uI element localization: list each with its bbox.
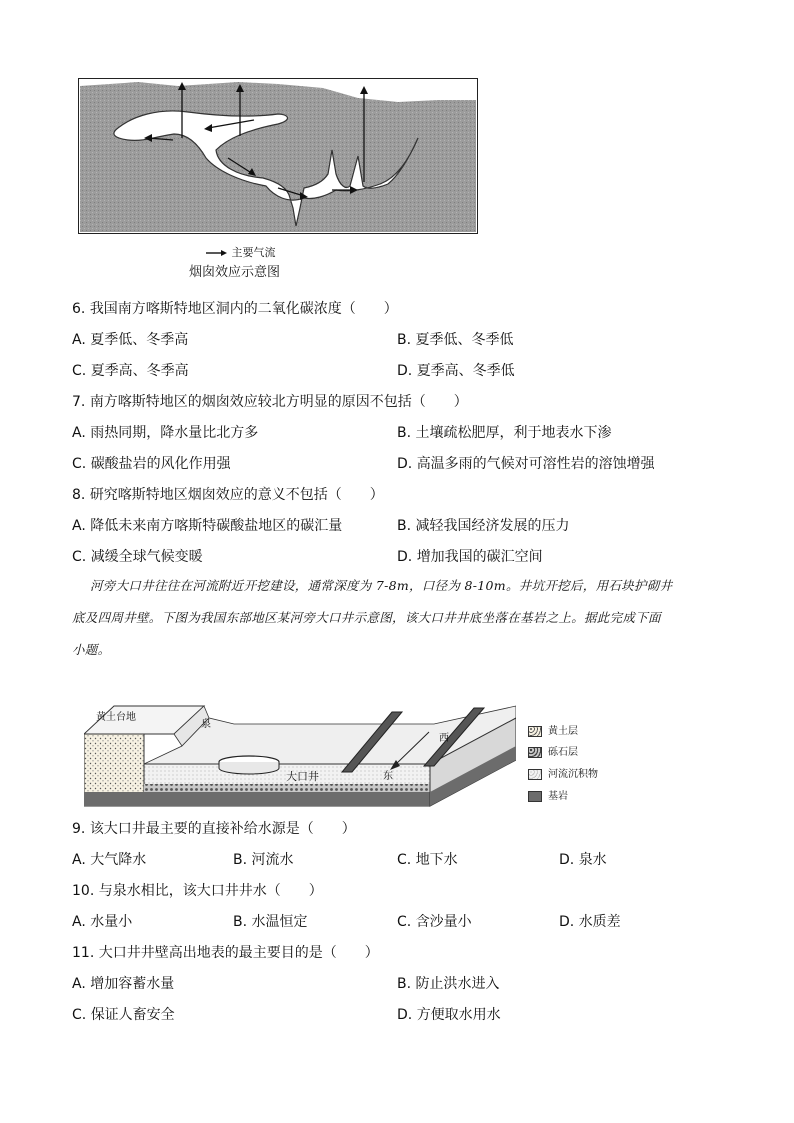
q11-option-c[interactable]: C. 保证人畜安全 [72, 1007, 175, 1023]
q9-option-a[interactable]: A. 大气降水 [72, 852, 147, 868]
passage-line-1: 河旁大口井往往在河流附近开挖建设，通常深度为 7-8m，口径为 8-10m。井坑开挖后，用石块护砌井 [90, 578, 673, 593]
gravel-swatch-icon [528, 747, 542, 758]
passage-line-2: 底及四周井壁。下图为我国东部地区某河旁大口井示意图，该大口井井底坐落在基岩之上。据此完成下面 [72, 610, 661, 625]
bedrock-swatch-icon [528, 791, 542, 802]
q10-option-a[interactable]: A. 水量小 [72, 914, 133, 930]
question-text: 南方喀斯特地区的烟囱效应较北方明显的原因不包括（ ） [89, 394, 468, 410]
question-number: 7. [72, 394, 86, 410]
figure2-legend [528, 722, 648, 802]
label-terrace: 黄土台地 [96, 712, 136, 723]
question-number: 6. [72, 301, 86, 317]
passage-line-3: 小题。 [72, 642, 111, 657]
question-8-stem [72, 484, 384, 504]
q8-option-c[interactable]: C. 减缓全球气候变暖 [72, 549, 203, 565]
passage [72, 570, 732, 666]
sediment-swatch-icon [528, 769, 542, 780]
well-block-diagram [84, 702, 516, 808]
chimney-effect-figure [78, 78, 478, 234]
figure1-caption: 烟囱效应示意图 [189, 265, 281, 280]
q6-option-b[interactable]: B. 夏季低、冬季低 [397, 332, 514, 348]
question-text: 研究喀斯特地区烟囱效应的意义不包括（ ） [89, 487, 384, 503]
question-10-stem [72, 880, 323, 900]
q7-option-a[interactable]: A. 雨热同期，降水量比北方多 [72, 425, 259, 441]
question-number: 10. [72, 883, 95, 899]
q7-option-b[interactable]: B. 土壤疏松肥厚，利于地表水下渗 [397, 425, 612, 441]
arrow-icon [206, 247, 228, 260]
q9-option-c[interactable]: C. 地下水 [397, 852, 458, 868]
q10-option-b[interactable]: B. 水温恒定 [233, 914, 308, 930]
legend-item-gravel: 砾石层 [528, 743, 578, 758]
legend-item-loess: 黄土层 [528, 722, 578, 737]
question-text: 该大口井最主要的直接补给水源是（ ） [89, 821, 356, 837]
q10-option-d[interactable]: D. 水质差 [559, 914, 621, 930]
cave-diagram [78, 78, 478, 234]
q8-option-b[interactable]: B. 减轻我国经济发展的压力 [397, 518, 570, 534]
question-number: 8. [72, 487, 86, 503]
q6-option-a[interactable]: A. 夏季低、冬季高 [72, 332, 189, 348]
q8-option-d[interactable]: D. 增加我国的碳汇空间 [397, 549, 543, 565]
q8-option-a[interactable]: A. 降低未来南方喀斯特碳酸盐地区的碳汇量 [72, 518, 343, 534]
q6-option-c[interactable]: C. 夏季高、冬季高 [72, 363, 189, 379]
question-7-stem [72, 391, 468, 411]
question-6-stem [72, 298, 398, 318]
question-number: 9. [72, 821, 86, 837]
q9-option-b[interactable]: B. 河流水 [233, 852, 294, 868]
label-west: 西 [439, 733, 449, 744]
question-text: 我国南方喀斯特地区洞内的二氧化碳浓度（ ） [89, 301, 398, 317]
q10-option-c[interactable]: C. 含沙量小 [397, 914, 472, 930]
legend-item-sediment: 河流沉积物 [528, 765, 598, 780]
label-spring: 泉 [201, 719, 211, 730]
question-11-stem [72, 942, 379, 962]
legend-item-bedrock: 基岩 [528, 787, 568, 802]
legend-airflow-label: 主要气流 [231, 246, 276, 259]
label-east: 东 [383, 771, 393, 782]
loess-swatch-icon [528, 726, 542, 737]
label-well: 大口井 [286, 770, 319, 783]
question-text: 大口井井壁高出地表的最主要目的是（ ） [98, 945, 379, 961]
q11-option-d[interactable]: D. 方便取水用水 [397, 1007, 501, 1023]
question-number: 11. [72, 945, 95, 961]
q7-option-d[interactable]: D. 高温多雨的气候对可溶性岩的溶蚀增强 [397, 456, 655, 472]
question-9-stem [72, 818, 356, 838]
q9-option-d[interactable]: D. 泉水 [559, 852, 607, 868]
question-text: 与泉水相比，该大口井井水（ ） [98, 883, 323, 899]
q11-option-b[interactable]: B. 防止洪水进入 [397, 976, 500, 992]
q6-option-d[interactable]: D. 夏季高、冬季低 [397, 363, 515, 379]
q7-option-c[interactable]: C. 碳酸盐岩的风化作用强 [72, 456, 231, 472]
q11-option-a[interactable]: A. 增加容蓄水量 [72, 976, 175, 992]
figure1-legend [206, 244, 276, 260]
